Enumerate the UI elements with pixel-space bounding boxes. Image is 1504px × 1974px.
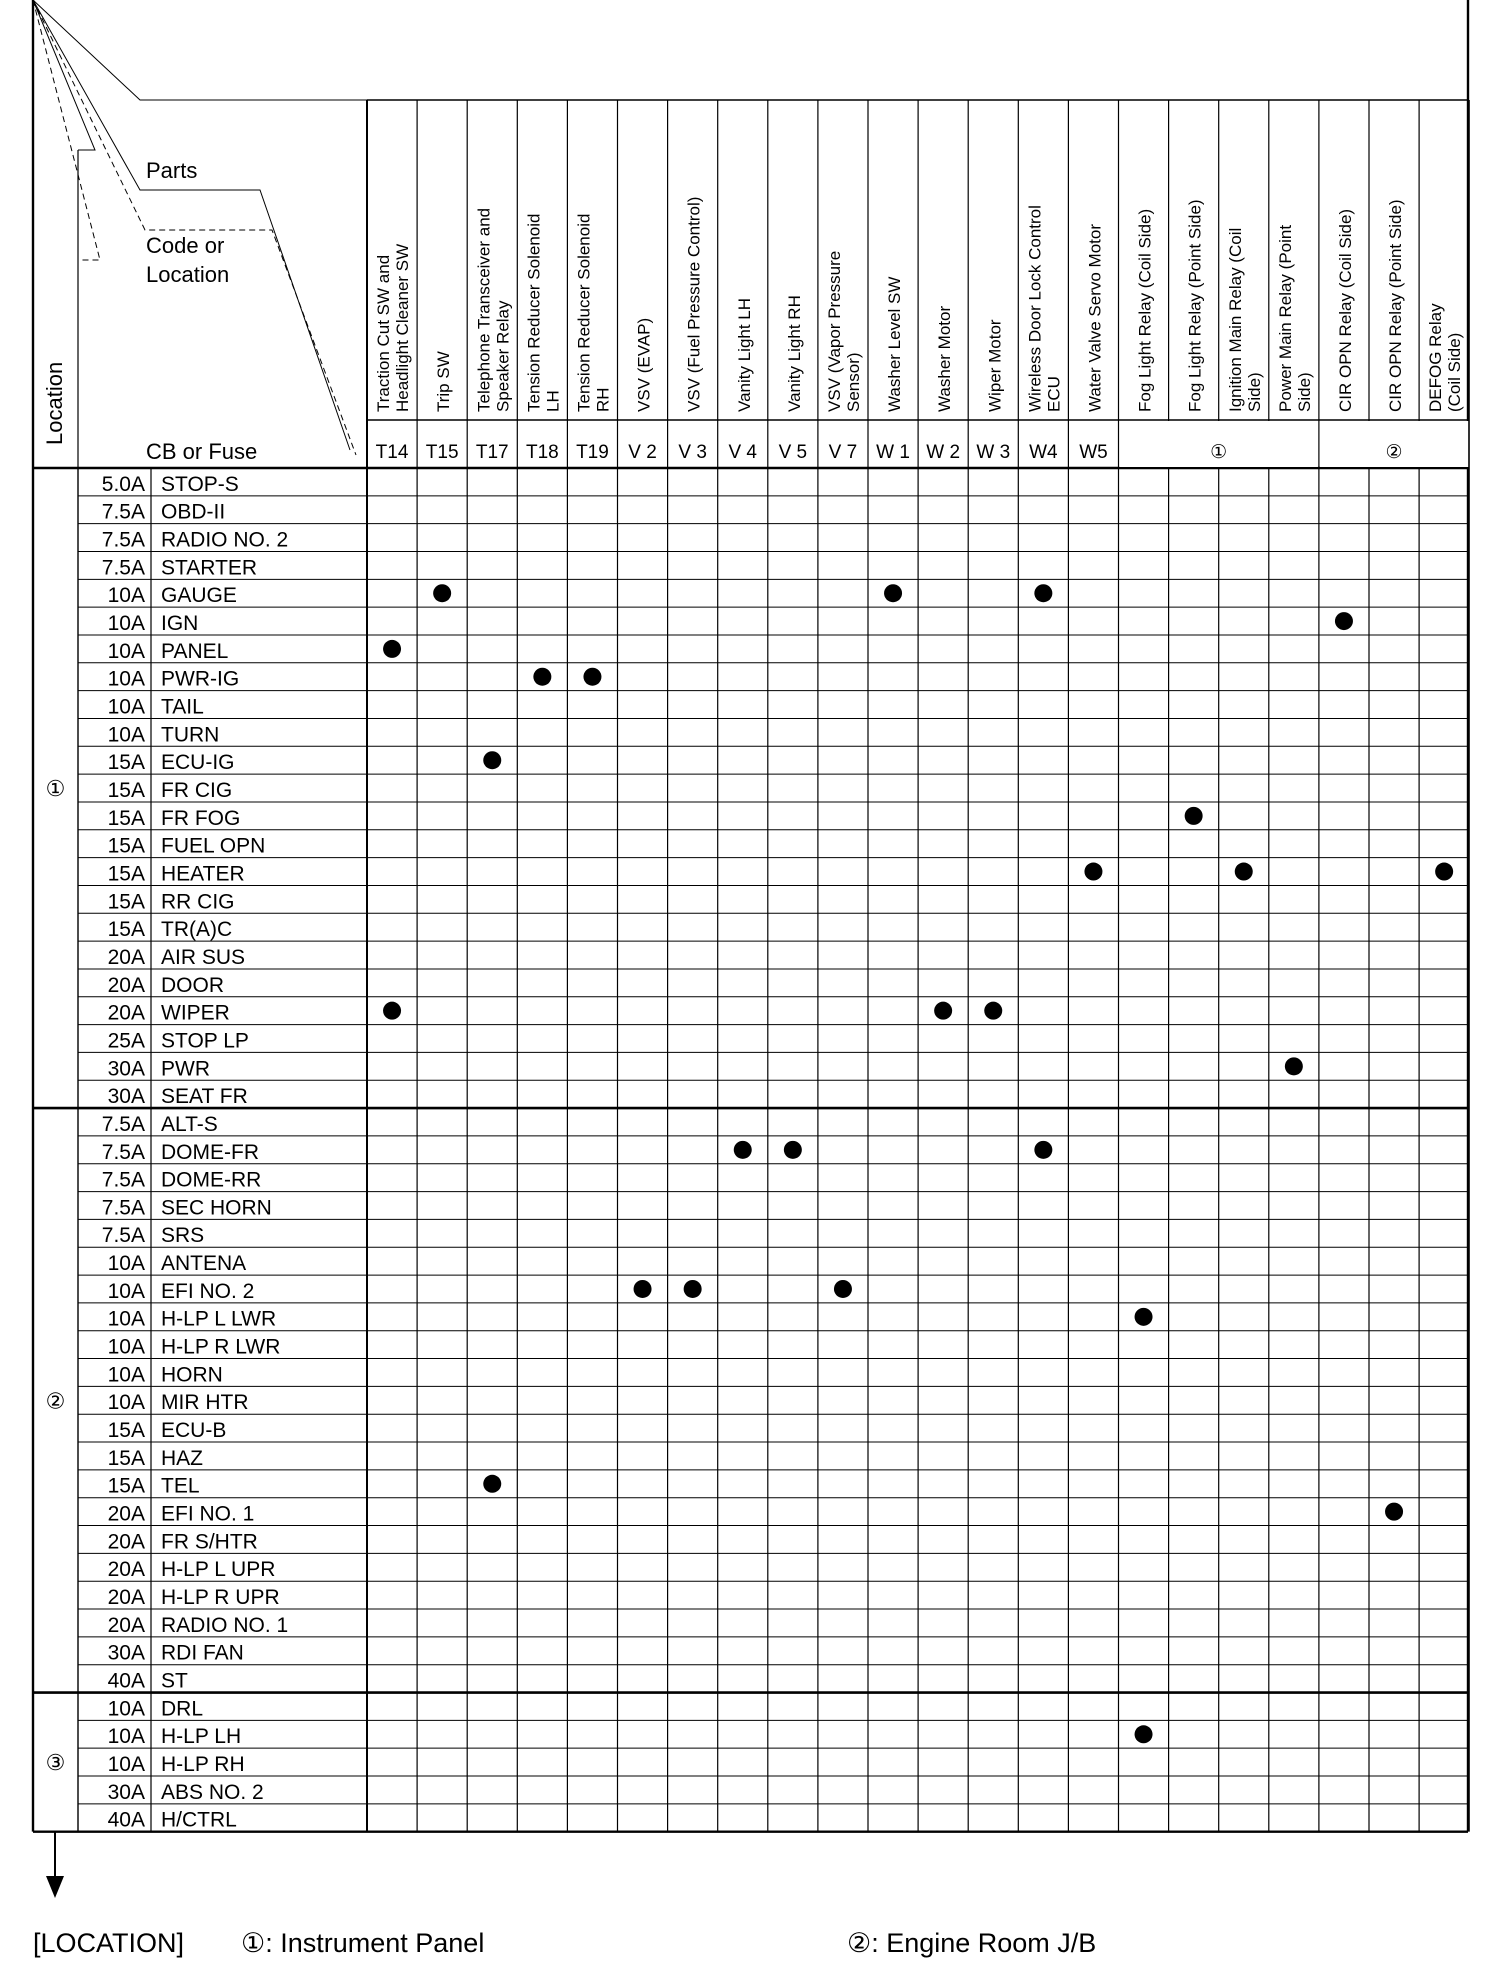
- connection-dot: [684, 1280, 702, 1298]
- corner-diagonal: [33, 0, 350, 450]
- connection-dot: [1034, 1141, 1052, 1159]
- fuse-name: H/CTRL: [161, 1808, 237, 1832]
- corner-diagonal: [33, 0, 367, 100]
- column-header-0-line1: Headlight Cleaner SW: [393, 243, 413, 412]
- fuse-amperage: 15A: [107, 1419, 145, 1443]
- code-label-line1: Code or: [146, 233, 225, 258]
- fuse-name: ABS NO. 2: [161, 1780, 264, 1804]
- fuse-name: FR FOG: [161, 806, 241, 830]
- connection-dot: [834, 1280, 852, 1298]
- connection-dot: [1235, 863, 1253, 881]
- connection-dot: [1435, 863, 1453, 881]
- location-marker-2: ③: [45, 1750, 66, 1776]
- fuse-name: H-LP L LWR: [161, 1307, 277, 1331]
- fuse-amperage: 10A: [107, 1753, 145, 1777]
- fuse-amperage: 7.5A: [101, 1196, 145, 1220]
- column-header-18-line0: Power Main Relay (Point: [1275, 224, 1295, 412]
- fuse-name: H-LP R UPR: [161, 1586, 280, 1610]
- fuse-amperage: 20A: [107, 1502, 145, 1526]
- fuse-amperage: 7.5A: [101, 556, 145, 580]
- footer-location-1: ①: Instrument Panel: [241, 1928, 485, 1958]
- footer-location-2: ②: Engine Room J/B: [847, 1928, 1097, 1958]
- column-code-0: T14: [375, 442, 409, 463]
- column-header-4-line1: RH: [593, 387, 613, 412]
- fuse-amperage: 10A: [107, 1252, 145, 1276]
- column-header-8-line0: Vanity Light RH: [784, 295, 804, 412]
- column-header-12-line0: Wiper Motor: [985, 319, 1005, 412]
- fuse-name: HAZ: [161, 1446, 203, 1470]
- fuse-amperage: 20A: [107, 1586, 145, 1610]
- fuse-name: DOOR: [161, 973, 224, 997]
- column-code-10: W 1: [876, 442, 910, 463]
- fuse-name: RADIO NO. 2: [161, 528, 289, 552]
- fuse-name: PWR-IG: [161, 667, 240, 691]
- footer-location-tag: [LOCATION]: [33, 1928, 185, 1958]
- connection-dot: [734, 1141, 752, 1159]
- fuse-name: EFI NO. 1: [161, 1502, 255, 1526]
- column-header-21-line0: DEFOG Relay: [1426, 303, 1446, 412]
- fuse-name: MIR HTR: [161, 1391, 249, 1415]
- fuse-name: ST: [161, 1669, 188, 1693]
- column-header-9-line1: Sensor): [843, 352, 863, 412]
- fuse-amperage: 40A: [107, 1669, 145, 1693]
- fuse-name: PWR: [161, 1057, 210, 1081]
- column-group-label-1: ②: [1385, 442, 1403, 463]
- fuse-name: DOME-RR: [161, 1168, 262, 1192]
- fuse-amperage: 10A: [107, 695, 145, 719]
- column-header-4-line0: Tension Reducer Solenoid: [574, 213, 594, 412]
- fuse-name: OBD-II: [161, 500, 226, 524]
- connection-dot: [1185, 807, 1203, 825]
- fuse-name: TAIL: [161, 695, 204, 719]
- column-header-9-line0: VSV (Vapor Pressure: [824, 250, 844, 412]
- connection-dot: [1084, 863, 1102, 881]
- connection-dot: [433, 584, 451, 602]
- fuse-amperage: 10A: [107, 1697, 145, 1721]
- corner-diagonal: [33, 0, 100, 260]
- column-code-4: T19: [576, 442, 609, 463]
- fuse-amperage: 5.0A: [101, 472, 145, 496]
- fuse-amperage: 15A: [107, 1446, 145, 1470]
- column-header-5-line0: VSV (EVAP): [634, 317, 654, 412]
- fuse-name: TR(A)C: [161, 918, 233, 942]
- fuse-name: H-LP L UPR: [161, 1558, 276, 1582]
- fuse-name: STOP-S: [161, 472, 239, 496]
- column-code-11: W 2: [926, 442, 961, 463]
- connection-dot: [1285, 1057, 1303, 1075]
- column-header-14-line0: Water Valve Servo Motor: [1085, 223, 1105, 412]
- cb-label: CB or Fuse: [146, 439, 258, 464]
- connection-dot: [634, 1280, 652, 1298]
- fuse-name: FR S/HTR: [161, 1530, 258, 1554]
- column-header-6-line0: VSV (Fuel Pressure Control): [684, 196, 704, 412]
- fuse-name: FUEL OPN: [161, 834, 266, 858]
- column-header-3-line1: LH: [543, 390, 563, 412]
- column-header-3-line0: Tension Reducer Solenoid: [524, 213, 544, 412]
- fuse-name: WIPER: [161, 1001, 230, 1025]
- fuse-name: H-LP RH: [161, 1753, 245, 1777]
- column-code-7: V 4: [728, 442, 758, 463]
- fuse-amperage: 10A: [107, 1391, 145, 1415]
- fuse-amperage: 10A: [107, 1335, 145, 1359]
- fuse-amperage: 15A: [107, 751, 145, 775]
- fuse-amperage: 10A: [107, 639, 145, 663]
- column-code-1: T15: [425, 442, 459, 463]
- connection-dot: [383, 1002, 401, 1020]
- fuse-amperage: 7.5A: [101, 500, 145, 524]
- fuse-amperage: 15A: [107, 806, 145, 830]
- location-marker-0: ①: [45, 776, 66, 802]
- column-code-13: W4: [1029, 442, 1058, 463]
- corner-diagonal: [33, 0, 356, 455]
- connection-dot: [984, 1002, 1002, 1020]
- fuse-amperage: 30A: [107, 1780, 145, 1804]
- fuse-name: SEC HORN: [161, 1196, 272, 1220]
- column-header-0-line0: Traction Cut SW and: [374, 254, 394, 412]
- connection-dot: [483, 1475, 501, 1493]
- column-code-5: V 2: [628, 442, 657, 463]
- column-code-3: T18: [525, 442, 559, 463]
- connection-dot: [934, 1002, 952, 1020]
- fuse-amperage: 7.5A: [101, 528, 145, 552]
- fuse-name: DOME-FR: [161, 1140, 259, 1164]
- fuse-amperage: 15A: [107, 890, 145, 914]
- fuse-amperage: 10A: [107, 1725, 145, 1749]
- fuse-name: AIR SUS: [161, 945, 246, 969]
- fuse-amperage: 40A: [107, 1808, 145, 1832]
- connection-dot: [884, 584, 902, 602]
- column-code-2: T17: [475, 442, 509, 463]
- fuse-amperage: 7.5A: [101, 1224, 145, 1248]
- column-code-12: W 3: [976, 442, 1011, 463]
- location-marker-1: ②: [45, 1388, 66, 1414]
- location-label: Location: [42, 361, 67, 445]
- column-header-2-line1: Speaker Relay: [493, 300, 513, 412]
- fuse-amperage: 10A: [107, 667, 145, 691]
- fuse-name: FR CIG: [161, 778, 233, 802]
- fuse-name: TURN: [161, 723, 220, 747]
- fuse-name: TEL: [161, 1474, 200, 1498]
- fuse-amperage: 25A: [107, 1029, 145, 1053]
- fuse-amperage: 20A: [107, 1001, 145, 1025]
- fuse-amperage: 20A: [107, 973, 145, 997]
- fuse-name: HORN: [161, 1363, 223, 1387]
- fuse-amperage: 15A: [107, 862, 145, 886]
- fuse-amperage: 10A: [107, 723, 145, 747]
- column-header-1-line0: Trip SW: [434, 351, 454, 412]
- fuse-name: H-LP LH: [161, 1725, 242, 1749]
- fuse-amperage: 10A: [107, 1307, 145, 1331]
- fuse-amperage: 30A: [107, 1085, 145, 1109]
- fuse-amperage: 30A: [107, 1057, 145, 1081]
- column-header-17-line1: Side): [1244, 372, 1264, 412]
- column-header-13-line0: Wireless Door Lock Control: [1025, 205, 1045, 412]
- column-header-13-line1: ECU: [1044, 376, 1064, 412]
- column-header-11-line0: Washer Motor: [935, 305, 955, 412]
- connection-dot: [1135, 1308, 1153, 1326]
- connection-dot: [383, 640, 401, 658]
- fuse-name: IGN: [161, 611, 199, 635]
- location-arrow-head: [46, 1876, 64, 1898]
- fuse-name: RADIO NO. 1: [161, 1613, 289, 1637]
- fuse-amperage: 20A: [107, 1558, 145, 1582]
- fuse-name: STOP LP: [161, 1029, 249, 1053]
- fuse-name: STARTER: [161, 556, 258, 580]
- column-header-15-line0: Fog Light Relay (Coil Side): [1135, 208, 1155, 412]
- fuse-name: HEATER: [161, 862, 245, 886]
- fuse-name: H-LP R LWR: [161, 1335, 281, 1359]
- column-code-9: V 7: [828, 442, 858, 463]
- fuse-amperage: 20A: [107, 945, 145, 969]
- connection-dot: [1335, 612, 1353, 630]
- connection-dot: [483, 751, 501, 769]
- fuse-amperage: 15A: [107, 1474, 145, 1498]
- fuse-amperage: 10A: [107, 1279, 145, 1303]
- fuse-name: EFI NO. 2: [161, 1279, 255, 1303]
- fuse-name: RR CIG: [161, 890, 235, 914]
- column-code-14: W5: [1079, 442, 1108, 463]
- column-header-21-line1: (Coil Side): [1445, 332, 1465, 412]
- fuse-amperage: 10A: [107, 611, 145, 635]
- fuse-name: ECU-IG: [161, 751, 235, 775]
- fuse-amperage: 20A: [107, 1613, 145, 1637]
- fuse-name: GAUGE: [161, 584, 237, 608]
- corner-diagonal: [33, 0, 95, 150]
- column-header-10-line0: Washer Level SW: [885, 276, 905, 412]
- fuse-amperage: 7.5A: [101, 1140, 145, 1164]
- connection-dot: [583, 668, 601, 686]
- connection-dot: [1385, 1503, 1403, 1521]
- column-code-8: V 5: [778, 442, 808, 463]
- fuse-name: ANTENA: [161, 1252, 247, 1276]
- fuse-name: ALT-S: [161, 1112, 218, 1136]
- fuse-amperage: 15A: [107, 778, 145, 802]
- fuse-name: SEAT FR: [161, 1085, 248, 1109]
- fuse-amperage: 7.5A: [101, 1168, 145, 1192]
- fuse-amperage: 10A: [107, 584, 145, 608]
- column-header-2-line0: Telephone Transceiver and: [474, 207, 494, 412]
- column-header-16-line0: Fog Light Relay (Point Side): [1185, 199, 1205, 412]
- column-code-6: V 3: [678, 442, 707, 463]
- connection-dot: [1135, 1725, 1153, 1743]
- column-group-label-0: ①: [1210, 442, 1228, 463]
- fuse-amperage: 30A: [107, 1641, 145, 1665]
- fuse-amperage: 15A: [107, 918, 145, 942]
- fuse-name: RDI FAN: [161, 1641, 244, 1665]
- fuse-amperage: 20A: [107, 1530, 145, 1554]
- fuse-amperage: 7.5A: [101, 1112, 145, 1136]
- column-header-18-line1: Side): [1294, 372, 1314, 412]
- fuse-amperage: 15A: [107, 834, 145, 858]
- column-header-19-line0: CIR OPN Relay (Coil Side): [1335, 208, 1355, 412]
- fuse-name: PANEL: [161, 639, 229, 663]
- code-label-line2: Location: [146, 262, 230, 287]
- fuse-name: DRL: [161, 1697, 204, 1721]
- fuse-name: SRS: [161, 1224, 205, 1248]
- connection-dot: [784, 1141, 802, 1159]
- connection-dot: [533, 668, 551, 686]
- column-header-20-line0: CIR OPN Relay (Point Side): [1386, 199, 1406, 412]
- fuse-amperage: 10A: [107, 1363, 145, 1387]
- column-header-7-line0: Vanity Light LH: [734, 297, 754, 412]
- connection-dot: [1034, 584, 1052, 602]
- column-header-17-line0: Ignition Main Relay (Coil: [1225, 227, 1245, 412]
- parts-label: Parts: [146, 158, 198, 183]
- fuse-name: ECU-B: [161, 1419, 227, 1443]
